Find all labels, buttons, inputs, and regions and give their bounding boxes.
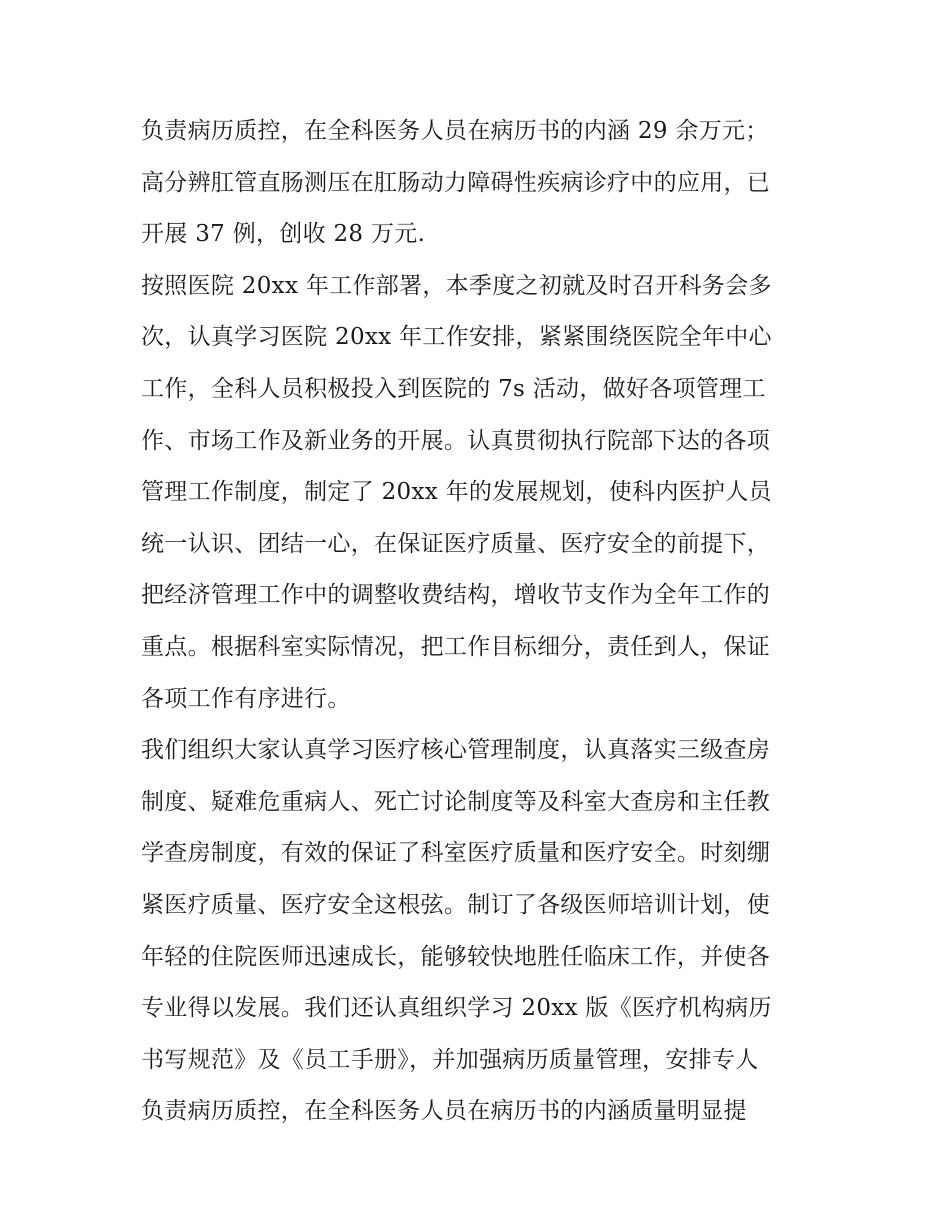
text-line: 书写规范》及《员工手册》，并加强病历质量管理，安排专人 xyxy=(141,1046,759,1073)
text-line: 制度、疑难危重病人、死亡讨论制度等及科室大查房和主任教 xyxy=(141,788,771,815)
text-line: 开展 37 例，创收 28 万元. xyxy=(141,221,426,248)
text-line: 负责病历质控，在全科医务人员在病历书的内涵质量明显提 xyxy=(141,1098,747,1125)
text-line: 学查房制度，有效的保证了科室医疗质量和医疗安全。时刻绷 xyxy=(141,840,771,867)
document-body-text xyxy=(141,106,821,1138)
text-line: 各项工作有序进行。 xyxy=(141,685,351,712)
text-line: 管理工作制度，制定了 20xx 年的发展规划，使科内医护人员 xyxy=(141,479,772,506)
text-line: 重点。根据科室实际情况，把工作目标细分，责任到人，保证 xyxy=(141,633,771,660)
text-line: 负责病历质控，在全科医务人员在病历书的内涵 29 余万元； xyxy=(141,118,769,144)
text-line: 统一认识、团结一心，在保证医疗质量、医疗安全的前提下， xyxy=(141,530,771,557)
text-line: 我们组织大家认真学习医疗核心管理制度，认真落实三级查房 xyxy=(141,737,771,764)
text-line: 作、市场工作及新业务的开展。认真贯彻执行院部下达的各项 xyxy=(141,427,771,454)
text-line: 年轻的住院医师迅速成长，能够较快地胜任临床工作，并使各 xyxy=(141,943,771,970)
text-line: 高分辨肛管直肠测压在肛肠动力障碍性疾病诊疗中的应用，已 xyxy=(141,169,771,196)
text-line: 工作，全科人员积极投入到医院的 7s 活动，做好各项管理工 xyxy=(141,375,766,402)
text-line: 紧医疗质量、医疗安全这根弦。制订了各级医师培训计划，使 xyxy=(141,891,771,918)
text-line: 次，认真学习医院 20xx 年工作安排，紧紧围绕医院全年中心 xyxy=(141,324,772,351)
text-line: 按照医院 20xx 年工作部署，本季度之初就及时召开科务会多 xyxy=(141,272,772,299)
text-line: 把经济管理工作中的调整收费结构，增收节支作为全年工作的 xyxy=(141,582,771,609)
text-line: 专业得以发展。我们还认真组织学习 20xx 版《医疗机构病历 xyxy=(141,995,772,1022)
